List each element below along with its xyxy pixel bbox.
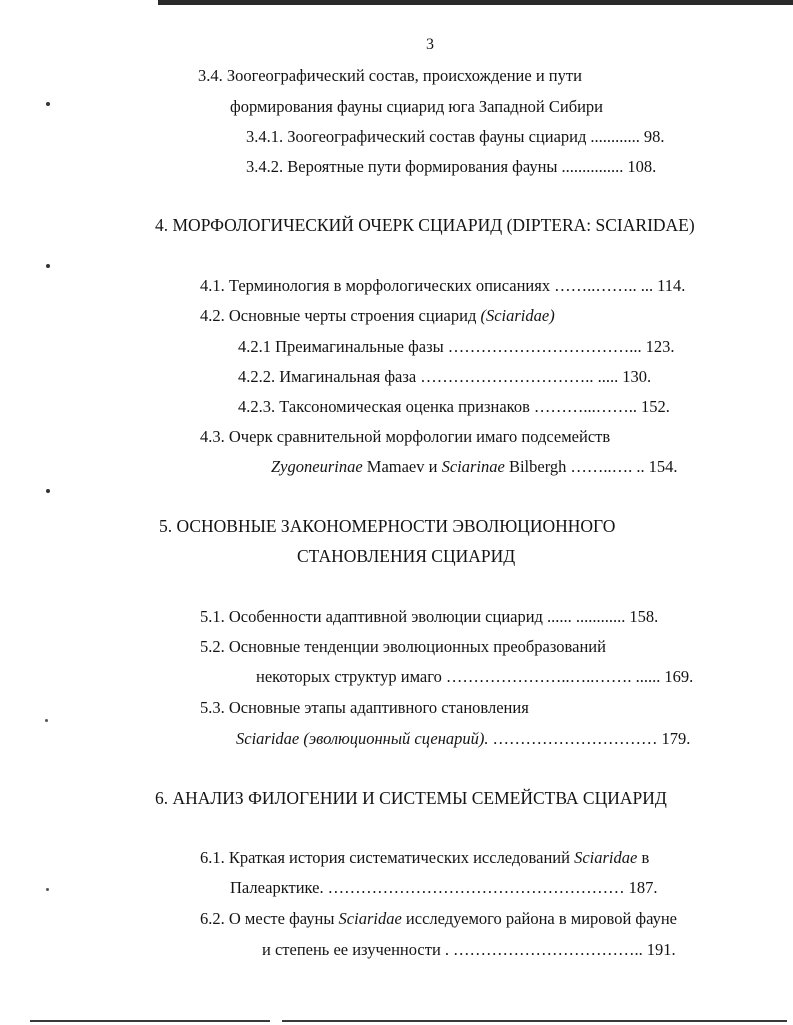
toc-entry-5-2-line-2 — [256, 667, 720, 687]
toc-page-ref: 191. — [646, 940, 676, 959]
taxon-name: Sciaridae — [338, 909, 402, 928]
toc-entry-4-2-3 — [238, 397, 720, 417]
toc-entry-5-1 — [200, 607, 720, 627]
chapter-6-heading: 6. АНАЛИЗ ФИЛОГЕНИИ И СИСТЕМЫ СЕМЕЙСТВА СЦИАРИД — [155, 788, 667, 808]
toc-leader-dots: ............... — [561, 157, 624, 176]
toc-leader-dots: …………………………….. — [453, 940, 643, 959]
toc-page-ref: 179. — [661, 729, 691, 748]
toc-entry-4-3-line-2 — [271, 457, 720, 477]
toc-leader-dots: ……………………………... — [447, 337, 642, 356]
toc-leader-dots: ………………………… — [492, 729, 658, 748]
toc-entry-3-4-2 — [246, 157, 720, 177]
taxon-name: Sciarinae — [441, 457, 505, 476]
scan-speck — [46, 888, 49, 891]
toc-entry-5-3-line-1: 5.3. Основные этапы адаптивного становления — [200, 698, 529, 717]
toc-leader-dots: ……………………………………………… — [327, 878, 625, 897]
scan-speck — [46, 102, 50, 106]
toc-entry-4-2-2 — [238, 367, 720, 387]
toc-entry-6-1-line-1: 6.1. Краткая история систематических исследований Sciaridae в — [200, 848, 650, 867]
toc-leader-dots: ……..…….. ... — [554, 276, 654, 295]
toc-leader-dots: ………………………….. ..... — [420, 367, 619, 386]
toc-page-ref: 123. — [645, 337, 675, 356]
bottom-scan-border — [30, 1020, 270, 1022]
toc-entry-4-2-3-title: 4.2.3. Таксономическая оценка признаков — [238, 397, 530, 416]
toc-entry-5-3-title: Sciaridae (эволюционный сценарий). — [236, 729, 489, 748]
toc-page-ref: 108. — [627, 157, 657, 176]
toc-entry-3-4-line-1: 3.4. Зоогеографический состав, происхождение и пути — [198, 66, 582, 85]
toc-leader-dots: ............ — [590, 127, 640, 146]
toc-entry-4-2-2-title: 4.2.2. Имагинальная фаза — [238, 367, 417, 386]
scan-speck — [46, 489, 50, 493]
toc-entry-4-2-1-title: 4.2.1 Преимагинальные фазы — [238, 337, 444, 356]
toc-page-ref: 169. — [664, 667, 694, 686]
toc-page-ref: 130. — [622, 367, 652, 386]
top-scan-border — [158, 0, 793, 5]
bottom-scan-border — [282, 1020, 787, 1022]
toc-entry-4-3-line-1: 4.3. Очерк сравнительной морфологии имаго подсемейств — [200, 427, 611, 446]
toc-page-ref: 158. — [629, 607, 659, 626]
chapter-4-heading: 4. МОРФОЛОГИЧЕСКИЙ ОЧЕРК СЦИАРИД (DIPTERA: SCIARIDAE) — [155, 215, 695, 235]
toc-entry-4-1-title: 4.1. Терминология в морфологических описаниях — [200, 276, 551, 295]
scan-speck — [45, 719, 48, 722]
toc-entry-5-2-title: некоторых структур имаго — [256, 667, 442, 686]
toc-entry-3-4-line-2: формирования фауны сциарид юга Западной Сибири — [230, 97, 603, 116]
toc-entry-6-1-title: Палеарктике. — [230, 878, 324, 897]
scan-speck — [46, 264, 50, 268]
toc-entry-4-3-title: Zygoneurinae Mamaev и Sciarinae Bilbergh — [271, 457, 567, 476]
taxon-name: (Sciaridae) — [480, 306, 555, 325]
toc-entry-5-2-line-1: 5.2. Основные тенденции эволюционных преобразований — [200, 637, 606, 656]
toc-page-ref: 187. — [628, 878, 658, 897]
page-number: 3 — [426, 36, 434, 53]
toc-entry-6-2-line-1: 6.2. О месте фауны Sciaridae исследуемого района в мировой фауне — [200, 909, 677, 928]
toc-entry-6-2-title: и степень ее изученности . — [262, 940, 450, 959]
toc-entry-4-2-1 — [238, 337, 720, 357]
toc-entry-4-1 — [200, 276, 720, 296]
chapter-5-heading-line-1: 5. ОСНОВНЫЕ ЗАКОНОМЕРНОСТИ ЭВОЛЮЦИОННОГО — [159, 516, 616, 536]
toc-page-ref: 114. — [657, 276, 686, 295]
toc-entry-4-2-title: 4.2. Основные черты строения сциарид — [200, 306, 481, 325]
toc-entry-5-3-line-2 — [236, 729, 720, 749]
toc-entry-3-4-2-title: 3.4.2. Вероятные пути формирования фауны — [246, 157, 558, 176]
toc-entry-5-1-title: 5.1. Особенности адаптивной эволюции сциарид — [200, 607, 543, 626]
toc-page-ref: 98. — [643, 127, 665, 146]
toc-leader-dots: ...... ............ — [546, 607, 626, 626]
toc-page-ref: 152. — [641, 397, 670, 416]
toc-leader-dots: …………………..…..……. ...... — [445, 667, 661, 686]
toc-entry-4-2 — [200, 306, 555, 326]
toc-entry-3-4-1-title: 3.4.1. Зоогеографический состав фауны сциарид — [246, 127, 587, 146]
chapter-5-heading-line-2: СТАНОВЛЕНИЯ СЦИАРИД — [297, 546, 516, 566]
toc-leader-dots: ………...…….. — [533, 397, 637, 416]
taxon-name: Sciaridae — [574, 848, 638, 867]
toc-entry-6-2-line-2 — [262, 940, 720, 960]
taxon-name: Zygoneurinae — [271, 457, 363, 476]
toc-page-ref: 154. — [648, 457, 678, 476]
toc-entry-3-4-1 — [246, 127, 716, 147]
toc-entry-6-1-line-2 — [230, 878, 720, 898]
toc-leader-dots: ……..…. .. — [570, 457, 645, 476]
